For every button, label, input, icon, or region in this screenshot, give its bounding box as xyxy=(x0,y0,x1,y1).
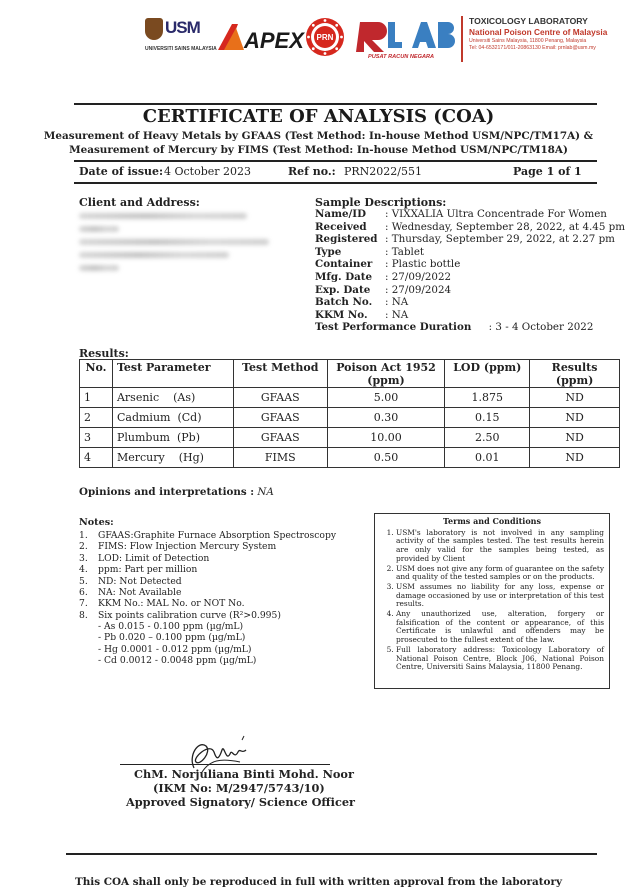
sample-row-key: Received xyxy=(315,220,367,233)
sample-descriptions-title: Sample Descriptions: xyxy=(315,196,447,209)
opinions-label: Opinions and interpretations : xyxy=(79,486,255,498)
usm-logo-text: USM xyxy=(165,18,200,37)
sample-row xyxy=(315,271,451,283)
sample-row-value: : VIXXALIA Ultra Concentrade For Women xyxy=(385,208,607,220)
note-number: 1. xyxy=(79,530,88,541)
footer-divider xyxy=(66,853,597,855)
lab-name: TOXICOLOGY LABORATORY xyxy=(469,16,588,26)
usm-logo-subtitle: UNIVERSITI SAINS MALAYSIA xyxy=(145,46,217,52)
table-cell: GFAAS xyxy=(233,428,327,448)
sample-row-value: : Thursday, September 29, 2022, at 2.27 pm xyxy=(385,233,615,246)
test-duration-value: : 3 - 4 October 2022 xyxy=(488,321,594,333)
sample-row-value: : Plastic bottle xyxy=(385,258,461,271)
client-label: Client and Address: xyxy=(79,196,200,209)
table-row xyxy=(80,428,620,448)
table-cell: 0.15 xyxy=(445,408,530,428)
note-item xyxy=(79,541,276,552)
sample-row-key: Container xyxy=(315,258,373,271)
page-label: Page 1 of 1 xyxy=(513,165,582,178)
note-item xyxy=(79,553,209,564)
signatory-role: Approved Signatory/ Science Officer xyxy=(126,795,355,809)
table-cell: Plumbum (Pb) xyxy=(112,428,233,448)
centre-name: National Poison Centre of Malaysia xyxy=(469,27,608,37)
sample-row-key: Registered xyxy=(315,233,378,246)
rlab-logo-subtitle: PUSAT RACUN NEGARA xyxy=(368,54,435,60)
note-item xyxy=(79,587,181,598)
note-number: 7. xyxy=(79,598,88,610)
table-cell: GFAAS xyxy=(233,408,327,428)
usm-logo xyxy=(145,16,217,56)
signature-line xyxy=(120,764,330,765)
note-item xyxy=(79,598,245,609)
table-cell: ND xyxy=(530,448,620,468)
prn-logo-icon xyxy=(305,17,345,57)
signatory-ikm: (IKM No: M/2947/5743/10) xyxy=(153,781,325,795)
note-item xyxy=(79,576,182,587)
ref-label: Ref no.: xyxy=(288,165,336,178)
client-redacted-line xyxy=(79,213,247,219)
results-header-cell: Test Method xyxy=(233,360,327,388)
sample-row xyxy=(315,309,408,321)
test-duration-label: Test Performance Duration xyxy=(315,321,472,333)
table-cell: 0.30 xyxy=(327,408,445,428)
client-redacted-line xyxy=(79,265,119,271)
note-item xyxy=(79,610,281,621)
table-cell: 2 xyxy=(80,408,113,428)
sample-row-value: : NA xyxy=(385,308,409,321)
sample-row xyxy=(315,221,625,233)
subtitle-line-1: Measurement of Heavy Metals by GFAAS (Test Method: In-house Method USM/NPC/TM17A) & xyxy=(43,130,594,142)
subtitle-line-2: Measurement of Mercury by FIMS (Test Method: In-house Method USM/NPC/TM18A) xyxy=(69,144,568,156)
results-header-cell: Poison Act 1952 (ppm) xyxy=(327,360,445,388)
sample-row xyxy=(315,258,460,270)
table-cell: 4 xyxy=(80,448,113,468)
sample-row-key: Exp. Date xyxy=(315,283,371,296)
results-table xyxy=(79,359,620,468)
sample-row-key: Batch No. xyxy=(315,296,373,309)
note-text: FIMS: Flow Injection Mercury System xyxy=(98,541,277,553)
apex-logo xyxy=(214,18,304,56)
page-title: CERTIFICATE OF ANALYSIS (COA) xyxy=(142,106,495,127)
note-number: 8. xyxy=(79,609,88,621)
lab-address: Universiti Sains Malaysia, 11800 Penang, Malaysia xyxy=(469,38,587,44)
client-redacted-line xyxy=(79,239,269,245)
results-header-cell: LOD (ppm) xyxy=(445,360,530,388)
sample-row-value: : 27/09/2022 xyxy=(385,271,452,283)
table-cell: 0.01 xyxy=(445,448,530,468)
sample-row-value: : Tablet xyxy=(385,245,425,258)
note-item xyxy=(79,564,197,575)
usm-crest-icon xyxy=(145,18,163,40)
notes-label: Notes: xyxy=(79,517,114,528)
client-redacted-line xyxy=(79,226,119,232)
table-cell: FIMS xyxy=(233,448,327,468)
top-divider xyxy=(74,103,597,105)
sample-row xyxy=(315,246,424,258)
terms-list xyxy=(380,529,604,672)
terms-title: Terms and Conditions xyxy=(442,516,541,526)
apex-logo-icon xyxy=(214,18,304,56)
rlab-logo xyxy=(358,18,454,60)
table-cell: ND xyxy=(530,428,620,448)
client-redacted-line xyxy=(79,252,229,258)
table-row xyxy=(80,408,620,428)
table-cell: GFAAS xyxy=(233,388,327,408)
table-cell: Arsenic (As) xyxy=(112,388,233,408)
note-number: 2. xyxy=(79,541,88,553)
terms-box xyxy=(374,513,610,689)
title-divider xyxy=(74,160,597,162)
note-sub-item: - Hg 0.0001 - 0.012 ppm (µg/mL) xyxy=(98,643,252,655)
sample-row-value: : 27/09/2024 xyxy=(385,283,452,296)
opinions-row xyxy=(79,486,274,498)
table-row xyxy=(80,388,620,408)
note-text: ND: Not Detected xyxy=(98,575,182,587)
table-cell: 1 xyxy=(80,388,113,408)
table-cell: 0.50 xyxy=(327,448,445,468)
note-text: NA: Not Available xyxy=(98,587,182,598)
note-number: 4. xyxy=(79,564,88,576)
sample-row-value: : Wednesday, September 28, 2022, at 4.45 pm xyxy=(385,220,626,233)
sample-row xyxy=(315,208,607,220)
table-cell: 10.00 xyxy=(327,428,445,448)
table-cell: 3 xyxy=(80,428,113,448)
terms-item: 5. Full laboratory address: Toxicology Laboratory of National Poison Centre, Block J06, National Poison Centre, Universiti Sains Malaysia, 11800 Penang. xyxy=(396,646,604,672)
sample-row xyxy=(315,233,615,245)
footer-note: This COA shall only be reproduced in full with written approval from the laboratory xyxy=(75,876,562,888)
signatory-name: ChM. Norjuliana Binti Mohd. Noor xyxy=(134,767,354,781)
note-item xyxy=(79,530,336,541)
note-text: GFAAS:Graphite Furnace Absorption Spectroscopy xyxy=(98,530,337,541)
date-value: 4 October 2023 xyxy=(164,165,252,178)
note-number: 5. xyxy=(79,575,88,587)
sample-row xyxy=(315,296,408,308)
prn-logo-text: PRN xyxy=(316,33,334,42)
results-header-row xyxy=(80,360,620,388)
table-cell: 5.00 xyxy=(327,388,445,408)
meta-divider xyxy=(74,182,597,184)
sample-row-key: Type xyxy=(315,245,342,258)
test-duration-row xyxy=(315,321,593,333)
results-header-cell: Results (ppm) xyxy=(530,360,620,388)
rlab-logo-icon xyxy=(358,18,454,60)
terms-item: 2. USM does not give any form of guarantee on the safety and quality of the tested samples or on the products. xyxy=(396,565,604,582)
note-sub-item: - Pb 0.020 – 0.100 ppm (µg/mL) xyxy=(98,632,246,644)
note-number: 3. xyxy=(79,552,88,564)
lab-info xyxy=(461,16,631,62)
table-cell: ND xyxy=(530,388,620,408)
note-sub-item: - As 0.015 - 0.100 ppm (µg/mL) xyxy=(98,621,244,632)
table-cell: Mercury (Hg) xyxy=(112,448,233,468)
terms-item: 1. USM's laboratory is not involved in any sampling activity of the samples tested. The test results herein are only valid for the samples being tested, as provided by Client xyxy=(396,529,604,564)
note-text: ppm: Part per million xyxy=(98,564,198,576)
note-text: KKM No.: MAL No. or NOT No. xyxy=(98,598,245,610)
sample-row-key: KKM No. xyxy=(315,308,368,321)
table-cell: ND xyxy=(530,408,620,428)
results-label: Results: xyxy=(79,347,129,360)
table-cell: 2.50 xyxy=(445,428,530,448)
sample-row xyxy=(315,284,451,296)
terms-item: 4. Any unauthorized use, alteration, forgery or falsification of the content or appearance, of this Certificate is unlawful and offenders may be prosecuted to the fullest extent of the law. xyxy=(396,610,604,645)
apex-logo-text: APEX xyxy=(244,28,304,53)
note-text: Six points calibration curve (R²>0.995) xyxy=(98,609,281,621)
table-cell: Cadmium (Cd) xyxy=(112,408,233,428)
table-row xyxy=(80,448,620,468)
date-label: Date of issue: xyxy=(79,165,164,178)
opinions-value: NA xyxy=(257,486,274,498)
table-cell: 1.875 xyxy=(445,388,530,408)
results-header-cell: Test Parameter xyxy=(112,360,233,388)
note-sub-item: - Cd 0.0012 - 0.0048 ppm (µg/mL) xyxy=(98,655,257,667)
sample-row-key: Name/ID xyxy=(315,208,367,220)
lab-contact: Tel: 04-6532171/011-20863130 Email: prnlab@usm.my xyxy=(469,45,596,51)
terms-item: 3. USM assumes no liability for any loss, expense or damage occasioned by use or interpretation of this test results. xyxy=(396,583,604,609)
ref-value: PRN2022/551 xyxy=(344,165,423,178)
sample-row-value: : NA xyxy=(385,296,409,309)
results-header-cell: No. xyxy=(80,360,113,388)
sample-row-key: Mfg. Date xyxy=(315,271,373,283)
prn-logo xyxy=(305,17,345,57)
note-number: 6. xyxy=(79,587,88,598)
note-text: LOD: Limit of Detection xyxy=(98,552,210,564)
